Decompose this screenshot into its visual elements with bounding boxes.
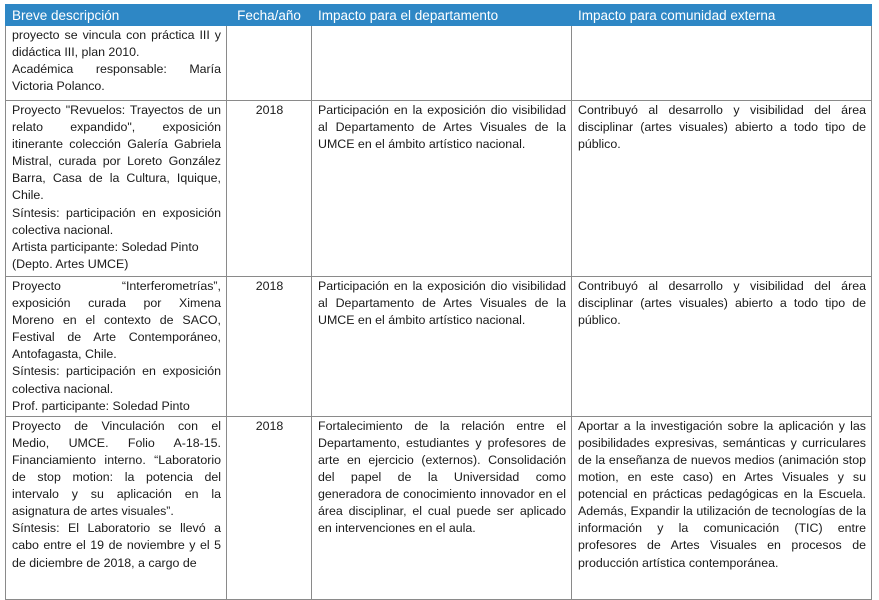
description-paragraph: Proyecto de Vinculación con el Medio, UMCE. Folio A-18-15. Financiamiento interno. “Laboratorio de stop motion: la potencia del intervalo y su aplicación en la asignatura de artes visuales”. xyxy=(12,418,221,519)
row-year: 2018 xyxy=(227,416,312,599)
row-ext-impact xyxy=(572,26,872,101)
row-dept-impact xyxy=(312,26,572,101)
row-year: 2018 xyxy=(227,277,312,417)
header-ext-impact: Impacto para comunidad externa xyxy=(572,5,872,26)
description-paragraph: Prof. participante: Soledad Pinto xyxy=(12,398,190,413)
table-row xyxy=(6,26,872,101)
row-ext-impact: Contribuyó al desarrollo y visibilidad del área disciplinar (artes visuales) abierto a todo tipo de público. xyxy=(572,277,872,417)
row-year: 2018 xyxy=(227,101,312,277)
description-paragraph: Síntesis: El Laboratorio se llevó a cabo entre el 19 de noviembre y el 5 de diciembre de 2018, a cargo de xyxy=(12,521,221,570)
description-paragraph: Académica responsable: María Victoria Polanco. xyxy=(12,62,221,94)
activities-table xyxy=(5,4,872,600)
row-ext-impact: Aportar a la investigación sobre la aplicación y las posibilidades expresivas, semánticas y curriculares de la enseñanza de nuevos medios (animación stop motion, en este caso) en Artes Visuales y su potencial en prácticas pedagógicas en la Escuela. Además, Expandir la utilización de tecnologías de la información y la comunicación (TIC) entre profesores de Artes Visuales en procesos de producción artística contemporánea. xyxy=(572,416,872,599)
row-year xyxy=(227,26,312,101)
activities-table-container xyxy=(5,4,871,600)
table-row xyxy=(6,416,872,599)
description-paragraph: Síntesis: participación en exposición colectiva nacional. xyxy=(12,205,221,237)
row-dept-impact: Fortalecimiento de la relación entre el Departamento, estudiantes y profesores de arte en ejercicio (externos). Consolidación del papel de la Universidad como generadora de conocimiento innovador en el área disciplinar, el cual puede ser aplicado en intervenciones en el aula. xyxy=(312,416,572,599)
row-description xyxy=(6,277,227,417)
description-paragraph: Proyecto “Interferometrías”, exposición curada por Ximena Moreno en el contexto de SACO, Festival de Arte Contemporáneo, Antofagasta, Chile. xyxy=(12,279,221,362)
row-dept-impact: Participación en la exposición dio visibilidad al Departamento de Artes Visuales de la UMCE en el ámbito artístico nacional. xyxy=(312,101,572,277)
row-description xyxy=(6,101,227,277)
header-date: Fecha/año xyxy=(227,5,312,26)
table-row xyxy=(6,101,872,277)
row-dept-impact: Participación en la exposición dio visibilidad al Departamento de Artes Visuales de la UMCE en el ámbito artístico nacional. xyxy=(312,277,572,417)
row-description xyxy=(6,416,227,599)
table-row xyxy=(6,277,872,417)
row-description xyxy=(6,26,227,101)
description-paragraph: Artista participante: Soledad Pinto (Depto. Artes UMCE) xyxy=(12,239,199,271)
header-description: Breve descripción xyxy=(6,5,227,26)
description-paragraph: proyecto se vincula con práctica III y didáctica III, plan 2010. xyxy=(12,28,221,60)
description-paragraph: Proyecto "Revuelos: Trayectos de un relato expandido", exposición itinerante colección Galería Gabriela Mistral, curada por Loreto González Barra, Casa de la Cultura, Iquique, Chile. xyxy=(12,103,221,203)
header-dept-impact: Impacto para el departamento xyxy=(312,5,572,26)
description-paragraph: Síntesis: participación en exposición colectiva nacional. xyxy=(12,364,221,396)
table-header-row xyxy=(6,5,872,26)
row-ext-impact: Contribuyó al desarrollo y visibilidad del área disciplinar (artes visuales) abierto a todo tipo de público. xyxy=(572,101,872,277)
